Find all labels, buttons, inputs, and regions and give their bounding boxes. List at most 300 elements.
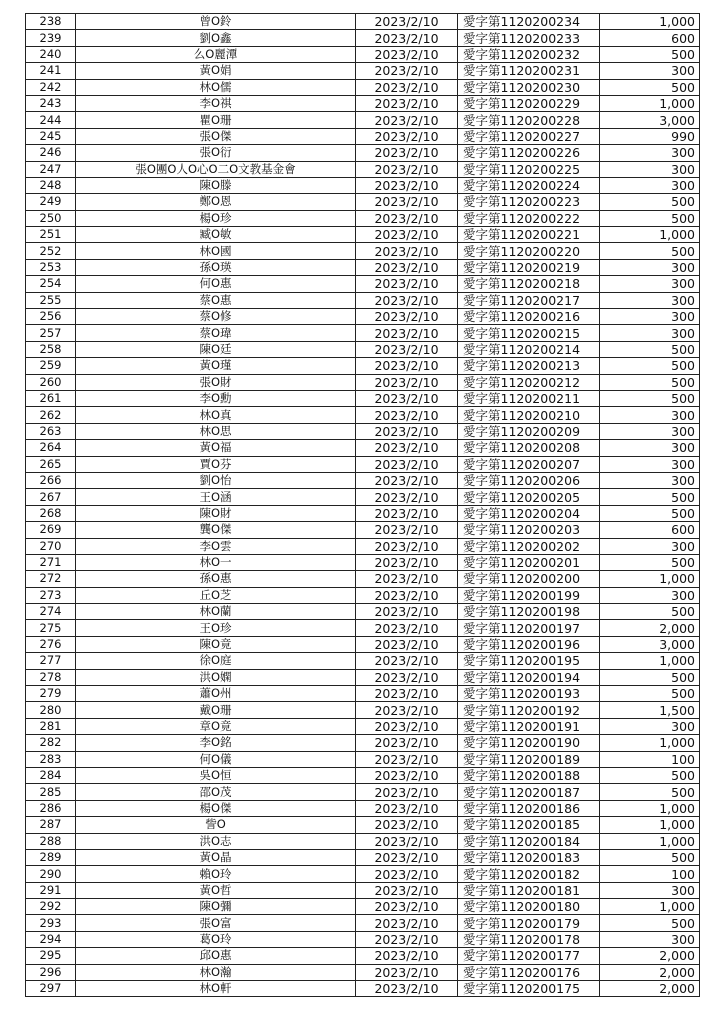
donation-date: 2023/2/10 (356, 981, 458, 997)
donation-date: 2023/2/10 (356, 636, 458, 652)
receipt-number: 愛字第1120200203 (458, 522, 600, 538)
receipt-number: 愛字第1120200228 (458, 112, 600, 128)
row-number: 244 (26, 112, 76, 128)
donation-amount: 300 (600, 882, 700, 898)
receipt-number: 愛字第1120200234 (458, 14, 600, 30)
table-row (26, 227, 700, 243)
table-row (26, 571, 700, 587)
table-row (26, 964, 700, 980)
row-number: 295 (26, 948, 76, 964)
table-row (26, 767, 700, 783)
donation-amount: 300 (600, 718, 700, 734)
donor-name: 曾O鈴 (76, 14, 356, 30)
row-number: 270 (26, 538, 76, 554)
donor-name: 賴O玲 (76, 866, 356, 882)
donor-name: 戴O珊 (76, 702, 356, 718)
donation-date: 2023/2/10 (356, 538, 458, 554)
table-row (26, 686, 700, 702)
row-number: 292 (26, 899, 76, 915)
donation-amount: 300 (600, 145, 700, 161)
table-row (26, 145, 700, 161)
donor-name: 黃O哲 (76, 882, 356, 898)
donation-date: 2023/2/10 (356, 374, 458, 390)
table-row (26, 30, 700, 46)
donation-date: 2023/2/10 (356, 915, 458, 931)
table-row (26, 472, 700, 488)
donor-name: 章O竟 (76, 718, 356, 734)
receipt-number: 愛字第1120200226 (458, 145, 600, 161)
donation-amount: 3,000 (600, 636, 700, 652)
receipt-number: 愛字第1120200229 (458, 95, 600, 111)
donation-date: 2023/2/10 (356, 849, 458, 865)
donation-date: 2023/2/10 (356, 833, 458, 849)
receipt-number: 愛字第1120200211 (458, 390, 600, 406)
donation-amount: 1,000 (600, 14, 700, 30)
row-number: 256 (26, 309, 76, 325)
donation-amount: 1,000 (600, 653, 700, 669)
donation-amount: 300 (600, 407, 700, 423)
donor-name: 陳O彌 (76, 899, 356, 915)
receipt-number: 愛字第1120200230 (458, 79, 600, 95)
table-row (26, 63, 700, 79)
table-row (26, 505, 700, 521)
donation-date: 2023/2/10 (356, 341, 458, 357)
donation-amount: 2,000 (600, 964, 700, 980)
receipt-number: 愛字第1120200215 (458, 325, 600, 341)
donation-amount: 500 (600, 46, 700, 62)
donor-name: 楊O傑 (76, 800, 356, 816)
row-number: 274 (26, 604, 76, 620)
donation-date: 2023/2/10 (356, 177, 458, 193)
donation-date: 2023/2/10 (356, 79, 458, 95)
row-number: 269 (26, 522, 76, 538)
receipt-number: 愛字第1120200198 (458, 604, 600, 620)
receipt-number: 愛字第1120200195 (458, 653, 600, 669)
row-number: 265 (26, 456, 76, 472)
donor-name: 張O富 (76, 915, 356, 931)
donation-date: 2023/2/10 (356, 14, 458, 30)
donor-name: 林O瀚 (76, 964, 356, 980)
donation-date: 2023/2/10 (356, 30, 458, 46)
row-number: 286 (26, 800, 76, 816)
donor-name: 何O惠 (76, 276, 356, 292)
row-number: 275 (26, 620, 76, 636)
row-number: 262 (26, 407, 76, 423)
donation-date: 2023/2/10 (356, 669, 458, 685)
receipt-number: 愛字第1120200191 (458, 718, 600, 734)
receipt-number: 愛字第1120200201 (458, 554, 600, 570)
donor-name: 李O祺 (76, 95, 356, 111)
donor-name: 李O雲 (76, 538, 356, 554)
donor-name: 劉O鑫 (76, 30, 356, 46)
table-row (26, 899, 700, 915)
donor-name: 林O軒 (76, 981, 356, 997)
donation-date: 2023/2/10 (356, 653, 458, 669)
table-row (26, 669, 700, 685)
donor-name: 黃O瑾 (76, 358, 356, 374)
row-number: 251 (26, 227, 76, 243)
donation-amount: 1,000 (600, 899, 700, 915)
table-row (26, 849, 700, 865)
donor-name: 臧O敏 (76, 227, 356, 243)
receipt-number: 愛字第1120200227 (458, 128, 600, 144)
receipt-number: 愛字第1120200218 (458, 276, 600, 292)
donation-date: 2023/2/10 (356, 46, 458, 62)
row-number: 273 (26, 587, 76, 603)
table-row (26, 604, 700, 620)
receipt-number: 愛字第1120200199 (458, 587, 600, 603)
donation-date: 2023/2/10 (356, 702, 458, 718)
receipt-number: 愛字第1120200197 (458, 620, 600, 636)
donation-date: 2023/2/10 (356, 161, 458, 177)
donor-name: 蔡O修 (76, 309, 356, 325)
receipt-number: 愛字第1120200180 (458, 899, 600, 915)
donation-amount: 300 (600, 161, 700, 177)
donation-amount: 500 (600, 915, 700, 931)
table-row (26, 587, 700, 603)
donation-amount: 1,000 (600, 227, 700, 243)
table-row (26, 390, 700, 406)
receipt-number: 愛字第1120200178 (458, 931, 600, 947)
donor-name: 葛O玲 (76, 931, 356, 947)
donation-amount: 500 (600, 243, 700, 259)
row-number: 285 (26, 784, 76, 800)
receipt-number: 愛字第1120200179 (458, 915, 600, 931)
table-row (26, 784, 700, 800)
row-number: 266 (26, 472, 76, 488)
donation-date: 2023/2/10 (356, 407, 458, 423)
donor-name: 楊O珍 (76, 210, 356, 226)
row-number: 248 (26, 177, 76, 193)
table-row (26, 259, 700, 275)
donation-date: 2023/2/10 (356, 817, 458, 833)
receipt-number: 愛字第1120200224 (458, 177, 600, 193)
donor-name: 劉O怡 (76, 472, 356, 488)
row-number: 287 (26, 817, 76, 833)
receipt-number: 愛字第1120200200 (458, 571, 600, 587)
receipt-number: 愛字第1120200205 (458, 489, 600, 505)
table-row (26, 95, 700, 111)
donation-amount: 500 (600, 686, 700, 702)
table-row (26, 46, 700, 62)
donation-amount: 500 (600, 505, 700, 521)
donation-date: 2023/2/10 (356, 63, 458, 79)
row-number: 271 (26, 554, 76, 570)
donation-amount: 500 (600, 210, 700, 226)
donor-name: 林O一 (76, 554, 356, 570)
donor-name: 邱O惠 (76, 948, 356, 964)
table-row (26, 931, 700, 947)
row-number: 254 (26, 276, 76, 292)
donation-date: 2023/2/10 (356, 931, 458, 947)
donor-name: 龔O傑 (76, 522, 356, 538)
donation-date: 2023/2/10 (356, 751, 458, 767)
donor-name: 賈O芬 (76, 456, 356, 472)
donation-amount: 300 (600, 538, 700, 554)
donation-date: 2023/2/10 (356, 292, 458, 308)
donation-amount: 500 (600, 194, 700, 210)
receipt-number: 愛字第1120200214 (458, 341, 600, 357)
row-number: 279 (26, 686, 76, 702)
donation-amount: 500 (600, 767, 700, 783)
row-number: 242 (26, 79, 76, 95)
table-row (26, 440, 700, 456)
donation-date: 2023/2/10 (356, 948, 458, 964)
receipt-number: 愛字第1120200233 (458, 30, 600, 46)
receipt-number: 愛字第1120200187 (458, 784, 600, 800)
donor-name: 林O儒 (76, 79, 356, 95)
donation-date: 2023/2/10 (356, 522, 458, 538)
donation-amount: 500 (600, 374, 700, 390)
row-number: 243 (26, 95, 76, 111)
donation-amount: 1,000 (600, 571, 700, 587)
donor-name: 陳O滕 (76, 177, 356, 193)
row-number: 293 (26, 915, 76, 931)
donation-amount: 500 (600, 849, 700, 865)
donation-amount: 500 (600, 604, 700, 620)
donor-name: 黃O晶 (76, 849, 356, 865)
donor-name: 邵O茂 (76, 784, 356, 800)
donation-date: 2023/2/10 (356, 718, 458, 734)
receipt-number: 愛字第1120200206 (458, 472, 600, 488)
donation-date: 2023/2/10 (356, 735, 458, 751)
donation-amount: 300 (600, 309, 700, 325)
table-row (26, 489, 700, 505)
table-row (26, 374, 700, 390)
row-number: 252 (26, 243, 76, 259)
receipt-number: 愛字第1120200196 (458, 636, 600, 652)
row-number: 296 (26, 964, 76, 980)
receipt-number: 愛字第1120200207 (458, 456, 600, 472)
receipt-number: 愛字第1120200186 (458, 800, 600, 816)
table-row (26, 718, 700, 734)
receipt-number: 愛字第1120200194 (458, 669, 600, 685)
donation-amount: 1,000 (600, 95, 700, 111)
donor-name: 洪O嫻 (76, 669, 356, 685)
table-row (26, 112, 700, 128)
donation-date: 2023/2/10 (356, 571, 458, 587)
row-number: 263 (26, 423, 76, 439)
donor-name: 林O思 (76, 423, 356, 439)
table-row (26, 817, 700, 833)
donation-date: 2023/2/10 (356, 227, 458, 243)
receipt-number: 愛字第1120200192 (458, 702, 600, 718)
donation-date: 2023/2/10 (356, 456, 458, 472)
donor-name: 蔡O瑋 (76, 325, 356, 341)
donation-amount: 300 (600, 259, 700, 275)
donation-date: 2023/2/10 (356, 358, 458, 374)
donor-name: 張O財 (76, 374, 356, 390)
donation-amount: 300 (600, 292, 700, 308)
table-row (26, 948, 700, 964)
donation-date: 2023/2/10 (356, 686, 458, 702)
donation-date: 2023/2/10 (356, 587, 458, 603)
receipt-number: 愛字第1120200222 (458, 210, 600, 226)
row-number: 288 (26, 833, 76, 849)
row-number: 246 (26, 145, 76, 161)
donation-amount: 500 (600, 784, 700, 800)
donation-amount: 300 (600, 472, 700, 488)
row-number: 249 (26, 194, 76, 210)
donation-date: 2023/2/10 (356, 800, 458, 816)
table-row (26, 276, 700, 292)
donor-name: 黃O福 (76, 440, 356, 456)
donor-name: 何O儀 (76, 751, 356, 767)
donation-date: 2023/2/10 (356, 767, 458, 783)
table-row (26, 653, 700, 669)
receipt-number: 愛字第1120200204 (458, 505, 600, 521)
donation-date: 2023/2/10 (356, 128, 458, 144)
row-number: 255 (26, 292, 76, 308)
donation-amount: 2,000 (600, 981, 700, 997)
donation-amount: 3,000 (600, 112, 700, 128)
row-number: 280 (26, 702, 76, 718)
donation-amount: 300 (600, 587, 700, 603)
table-row (26, 309, 700, 325)
donor-name: 徐O庭 (76, 653, 356, 669)
receipt-number: 愛字第1120200177 (458, 948, 600, 964)
table-row (26, 325, 700, 341)
donor-name: 林O國 (76, 243, 356, 259)
donor-name: 蔡O惠 (76, 292, 356, 308)
receipt-number: 愛字第1120200232 (458, 46, 600, 62)
donation-amount: 500 (600, 669, 700, 685)
table-row (26, 522, 700, 538)
table-row (26, 882, 700, 898)
row-number: 257 (26, 325, 76, 341)
donation-amount: 1,500 (600, 702, 700, 718)
row-number: 291 (26, 882, 76, 898)
table-row (26, 538, 700, 554)
row-number: 250 (26, 210, 76, 226)
table-row (26, 79, 700, 95)
table-row (26, 866, 700, 882)
donor-name: 洪O志 (76, 833, 356, 849)
donation-date: 2023/2/10 (356, 866, 458, 882)
table-row (26, 456, 700, 472)
table-row (26, 800, 700, 816)
donation-amount: 600 (600, 30, 700, 46)
receipt-number: 愛字第1120200221 (458, 227, 600, 243)
donation-amount: 500 (600, 489, 700, 505)
donation-amount: 300 (600, 440, 700, 456)
donation-date: 2023/2/10 (356, 784, 458, 800)
table-row (26, 14, 700, 30)
receipt-number: 愛字第1120200183 (458, 849, 600, 865)
receipt-number: 愛字第1120200220 (458, 243, 600, 259)
row-number: 267 (26, 489, 76, 505)
donor-name: 孫O瑛 (76, 259, 356, 275)
row-number: 245 (26, 128, 76, 144)
donation-amount: 300 (600, 931, 700, 947)
donation-amount: 300 (600, 423, 700, 439)
donor-name: 張O傑 (76, 128, 356, 144)
donor-name: 陳O財 (76, 505, 356, 521)
donation-date: 2023/2/10 (356, 210, 458, 226)
donation-amount: 2,000 (600, 620, 700, 636)
donation-date: 2023/2/10 (356, 194, 458, 210)
donation-amount: 500 (600, 358, 700, 374)
receipt-number: 愛字第1120200190 (458, 735, 600, 751)
row-number: 247 (26, 161, 76, 177)
receipt-number: 愛字第1120200231 (458, 63, 600, 79)
row-number: 239 (26, 30, 76, 46)
receipt-number: 愛字第1120200216 (458, 309, 600, 325)
donation-date: 2023/2/10 (356, 259, 458, 275)
donor-name: 陳O竟 (76, 636, 356, 652)
donor-name: 林O真 (76, 407, 356, 423)
row-number: 281 (26, 718, 76, 734)
donor-name: 孫O惠 (76, 571, 356, 587)
donation-amount: 1,000 (600, 833, 700, 849)
receipt-number: 愛字第1120200184 (458, 833, 600, 849)
table-row (26, 915, 700, 931)
donation-amount: 300 (600, 276, 700, 292)
donation-amount: 1,000 (600, 800, 700, 816)
donation-amount: 500 (600, 390, 700, 406)
row-number: 277 (26, 653, 76, 669)
table-row (26, 358, 700, 374)
donation-amount: 600 (600, 522, 700, 538)
row-number: 264 (26, 440, 76, 456)
table-row (26, 702, 700, 718)
receipt-number: 愛字第1120200176 (458, 964, 600, 980)
donation-amount: 300 (600, 63, 700, 79)
table-row (26, 161, 700, 177)
table-row (26, 735, 700, 751)
donor-name: 陳O廷 (76, 341, 356, 357)
donor-name: 吳O恒 (76, 767, 356, 783)
receipt-number: 愛字第1120200225 (458, 161, 600, 177)
donation-amount: 500 (600, 341, 700, 357)
donation-date: 2023/2/10 (356, 309, 458, 325)
row-number: 289 (26, 849, 76, 865)
receipt-number: 愛字第1120200188 (458, 767, 600, 783)
table-row (26, 341, 700, 357)
row-number: 297 (26, 981, 76, 997)
row-number: 238 (26, 14, 76, 30)
donor-name: 林O蘭 (76, 604, 356, 620)
donation-date: 2023/2/10 (356, 276, 458, 292)
row-number: 241 (26, 63, 76, 79)
row-number: 278 (26, 669, 76, 685)
donation-amount: 2,000 (600, 948, 700, 964)
donor-name: 黃O娟 (76, 63, 356, 79)
donation-date: 2023/2/10 (356, 899, 458, 915)
donor-name: 王O涵 (76, 489, 356, 505)
row-number: 272 (26, 571, 76, 587)
donation-table (25, 13, 700, 997)
receipt-number: 愛字第1120200223 (458, 194, 600, 210)
table-row (26, 194, 700, 210)
donation-date: 2023/2/10 (356, 554, 458, 570)
donor-name: 蕭O州 (76, 686, 356, 702)
donation-table-body (26, 14, 700, 997)
donor-name: 李O勳 (76, 390, 356, 406)
receipt-number: 愛字第1120200202 (458, 538, 600, 554)
row-number: 240 (26, 46, 76, 62)
row-number: 259 (26, 358, 76, 374)
receipt-number: 愛字第1120200185 (458, 817, 600, 833)
receipt-number: 愛字第1120200208 (458, 440, 600, 456)
donation-amount: 500 (600, 554, 700, 570)
donation-amount: 1,000 (600, 735, 700, 751)
donation-date: 2023/2/10 (356, 423, 458, 439)
donation-date: 2023/2/10 (356, 472, 458, 488)
donor-name: 瞿O珊 (76, 112, 356, 128)
receipt-number: 愛字第1120200213 (458, 358, 600, 374)
donor-name: 訾O (76, 817, 356, 833)
